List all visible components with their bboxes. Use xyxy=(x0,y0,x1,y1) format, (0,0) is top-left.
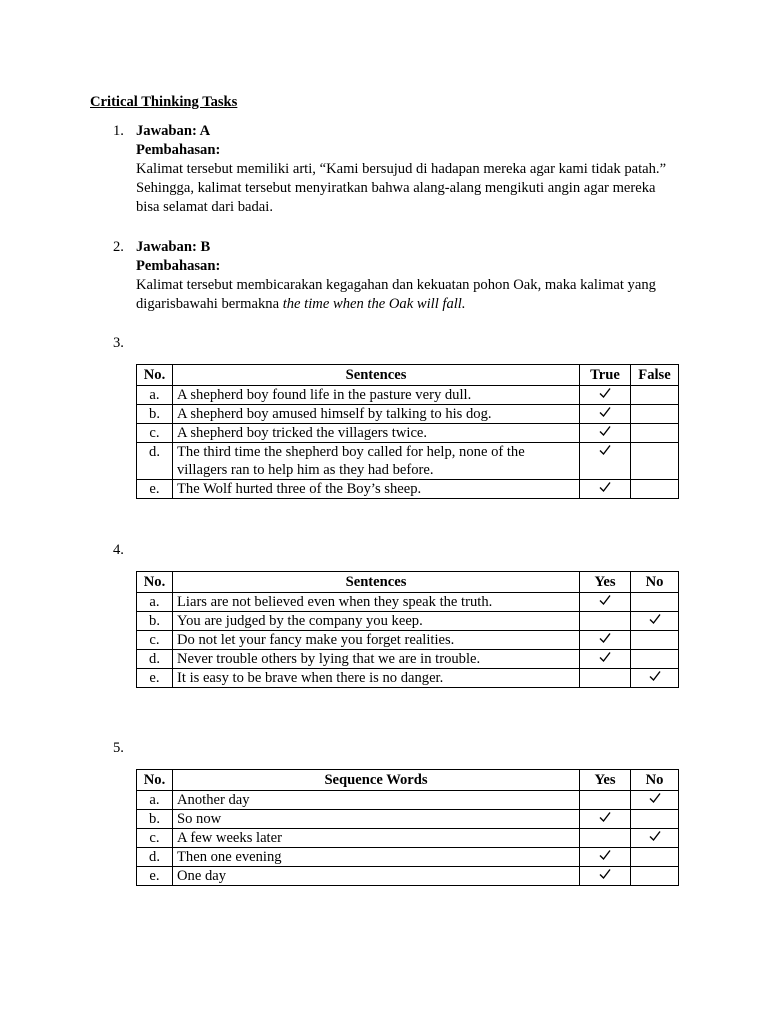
table-row xyxy=(137,867,679,886)
table-row xyxy=(137,631,679,650)
table-header-row xyxy=(137,572,679,593)
question-2-discussion-label: Pembahasan: xyxy=(136,258,221,274)
row-text: You are judged by the company you keep. xyxy=(173,612,580,631)
table-row xyxy=(137,810,679,829)
answer-cell-1 xyxy=(580,480,631,499)
row-text: The Wolf hurted three of the Boy’s sheep. xyxy=(173,480,580,499)
header-no: No. xyxy=(137,365,173,386)
table-row xyxy=(137,386,679,405)
checkmark-icon xyxy=(648,669,662,683)
answer-cell-2 xyxy=(631,480,679,499)
answer-cell-2 xyxy=(631,848,679,867)
answer-cell-1 xyxy=(580,669,631,688)
question-5-number: 5. xyxy=(113,740,124,756)
checkmark-icon xyxy=(598,650,612,664)
answer-cell-1 xyxy=(580,848,631,867)
answer-cell-2 xyxy=(631,791,679,810)
answer-cell-2 xyxy=(631,424,679,443)
answer-cell-2 xyxy=(631,650,679,669)
question-2-discussion-text: Kalimat tersebut membicarakan kegagahan dan kekuatan pohon Oak, maka kalimat yang digarisbawahi bermakna xyxy=(136,277,656,312)
row-text: The third time the shepherd boy called for help, none of the villagers ran to help him as they had before. xyxy=(173,443,580,480)
header-yes: Yes xyxy=(580,572,631,593)
row-letter: b. xyxy=(137,612,173,631)
row-text: One day xyxy=(173,867,580,886)
checkmark-icon xyxy=(648,791,662,805)
checkmark-icon xyxy=(598,631,612,645)
table-row xyxy=(137,791,679,810)
question-5-table xyxy=(136,769,679,886)
table-row xyxy=(137,593,679,612)
row-letter: b. xyxy=(137,405,173,424)
row-text: It is easy to be brave when there is no danger. xyxy=(173,669,580,688)
row-text: Liars are not believed even when they speak the truth. xyxy=(173,593,580,612)
answer-cell-1 xyxy=(580,867,631,886)
table-row xyxy=(137,829,679,848)
table-row xyxy=(137,669,679,688)
answer-cell-2 xyxy=(631,631,679,650)
table-header-row xyxy=(137,770,679,791)
row-letter: d. xyxy=(137,848,173,867)
answer-cell-2 xyxy=(631,829,679,848)
answer-cell-2 xyxy=(631,386,679,405)
row-letter: b. xyxy=(137,810,173,829)
checkmark-icon xyxy=(598,405,612,419)
row-text: Then one evening xyxy=(173,848,580,867)
table-row xyxy=(137,424,679,443)
checkmark-icon xyxy=(598,848,612,862)
header-false: False xyxy=(631,365,679,386)
question-2-number: 2. xyxy=(113,239,124,255)
row-letter: a. xyxy=(137,386,173,405)
header-sentences: Sentences xyxy=(173,365,580,386)
answer-cell-1 xyxy=(580,443,631,480)
row-letter: c. xyxy=(137,631,173,650)
table-row xyxy=(137,650,679,669)
answer-cell-2 xyxy=(631,405,679,424)
answer-cell-1 xyxy=(580,829,631,848)
checkmark-icon xyxy=(648,829,662,843)
question-1 xyxy=(136,122,681,217)
answer-cell-1 xyxy=(580,650,631,669)
answer-cell-2 xyxy=(631,867,679,886)
row-text: Never trouble others by lying that we are in trouble. xyxy=(173,650,580,669)
checkmark-icon xyxy=(598,480,612,494)
header-true: True xyxy=(580,365,631,386)
answer-cell-2 xyxy=(631,669,679,688)
row-letter: c. xyxy=(137,424,173,443)
table-row xyxy=(137,443,679,480)
answer-cell-1 xyxy=(580,810,631,829)
row-letter: c. xyxy=(137,829,173,848)
table-header-row xyxy=(137,365,679,386)
answer-cell-1 xyxy=(580,612,631,631)
table-row xyxy=(137,405,679,424)
header-no: No. xyxy=(137,770,173,791)
row-text: So now xyxy=(173,810,580,829)
checkmark-icon xyxy=(648,612,662,626)
answer-cell-1 xyxy=(580,791,631,810)
checkmark-icon xyxy=(598,810,612,824)
header-no-answer: No xyxy=(631,572,679,593)
question-3-table xyxy=(136,364,679,499)
table-row xyxy=(137,612,679,631)
checkmark-icon xyxy=(598,424,612,438)
checkmark-icon xyxy=(598,443,612,457)
question-1-number: 1. xyxy=(113,123,124,139)
answer-cell-2 xyxy=(631,810,679,829)
header-sentences: Sentences xyxy=(173,572,580,593)
answer-cell-2 xyxy=(631,443,679,480)
question-2 xyxy=(136,238,681,314)
row-letter: a. xyxy=(137,593,173,612)
answer-cell-1 xyxy=(580,405,631,424)
row-letter: d. xyxy=(137,650,173,669)
row-letter: e. xyxy=(137,669,173,688)
checkmark-icon xyxy=(598,593,612,607)
question-4-number: 4. xyxy=(113,542,124,558)
question-4-table xyxy=(136,571,679,688)
document-title: Critical Thinking Tasks xyxy=(90,94,238,110)
answer-cell-2 xyxy=(631,612,679,631)
row-text: Do not let your fancy make you forget realities. xyxy=(173,631,580,650)
header-no: No. xyxy=(137,572,173,593)
table-row xyxy=(137,848,679,867)
row-letter: e. xyxy=(137,867,173,886)
answer-cell-1 xyxy=(580,593,631,612)
header-no-answer: No xyxy=(631,770,679,791)
question-1-answer: Jawaban: A xyxy=(136,123,211,139)
answer-cell-1 xyxy=(580,386,631,405)
question-3-number: 3. xyxy=(113,335,124,351)
question-2-discussion xyxy=(136,276,681,314)
answer-cell-2 xyxy=(631,593,679,612)
checkmark-icon xyxy=(598,386,612,400)
question-1-discussion-label: Pembahasan: xyxy=(136,142,221,158)
header-yes: Yes xyxy=(580,770,631,791)
header-sequence-words: Sequence Words xyxy=(173,770,580,791)
row-text: A shepherd boy tricked the villagers twice. xyxy=(173,424,580,443)
row-letter: d. xyxy=(137,443,173,480)
row-text: A shepherd boy found life in the pasture very dull. xyxy=(173,386,580,405)
row-text: Another day xyxy=(173,791,580,810)
checkmark-icon xyxy=(598,867,612,881)
answer-cell-1 xyxy=(580,631,631,650)
row-text: A shepherd boy amused himself by talking to his dog. xyxy=(173,405,580,424)
question-2-discussion-italic: the time when the Oak will fall. xyxy=(282,296,466,312)
row-text: A few weeks later xyxy=(173,829,580,848)
table-row xyxy=(137,480,679,499)
question-2-answer: Jawaban: B xyxy=(136,239,211,255)
question-1-discussion: Kalimat tersebut memiliki arti, “Kami bersujud di hadapan mereka agar kami tidak patah.” Sehingga, kalimat tersebut menyiratkan bahwa alang-alang mengikuti angin agar mereka bisa selamat dari badai. xyxy=(136,161,667,215)
row-letter: e. xyxy=(137,480,173,499)
row-letter: a. xyxy=(137,791,173,810)
answer-cell-1 xyxy=(580,424,631,443)
